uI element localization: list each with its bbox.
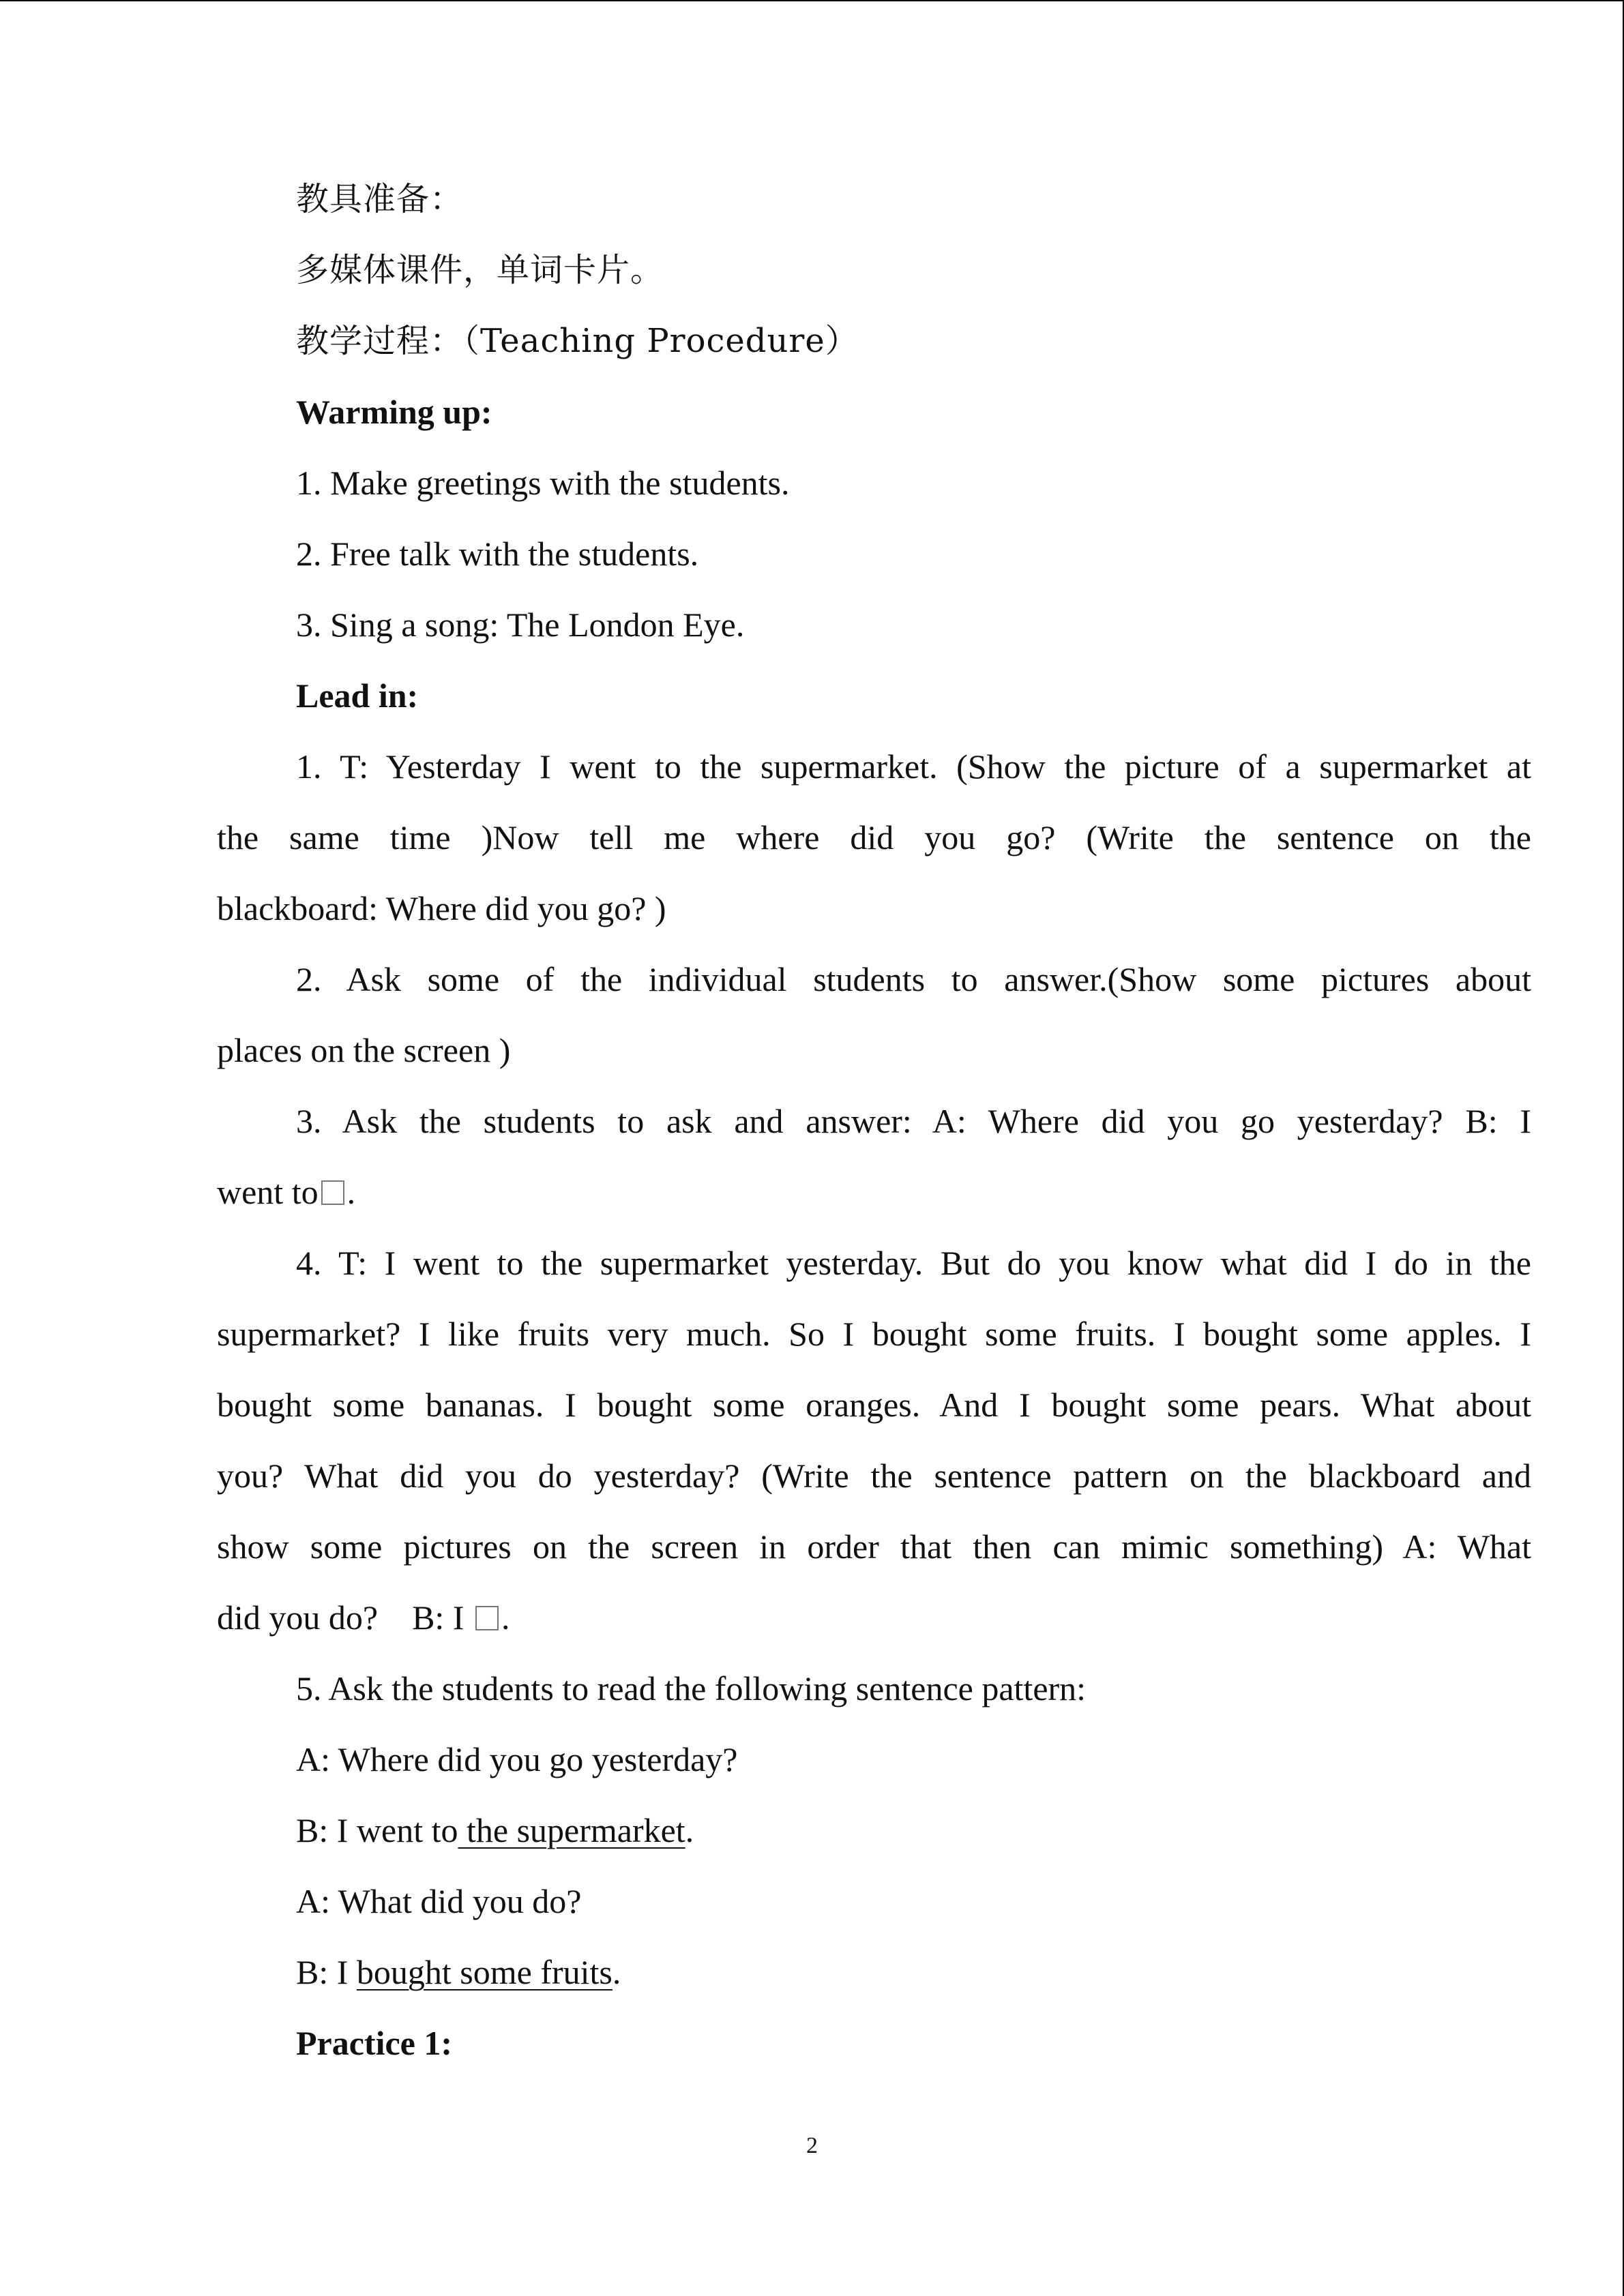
text-segment: . — [501, 1598, 510, 1637]
lead-in-step-2-line: 2. Ask some of the individual students to answer.(Show some pictures about — [296, 960, 1531, 998]
text-segment: did you do? B: I — [217, 1598, 473, 1637]
text-segment: went to — [217, 1173, 319, 1211]
dialog-line-a2: A: What did you do? — [296, 1882, 582, 1920]
lead-in-step-1-line: blackboard: Where did you go? ) — [217, 889, 666, 927]
teaching-aids-text: 多媒体课件，单词卡片。 — [296, 251, 664, 289]
lead-in-heading: Lead in: — [296, 676, 419, 715]
text-segment: . — [612, 1953, 621, 1991]
lead-in-step-1-line: the same time )Now tell me where did you go? (Write the sentence on the — [217, 818, 1531, 856]
underlined-answer: bought some fruits — [356, 1953, 612, 1991]
underlined-answer: the supermarket — [458, 1811, 685, 1849]
lead-in-step-5-intro: 5. Ask the students to read the following sentence pattern: — [296, 1669, 1087, 1708]
lead-in-step-4-line: 4. T: I went to the supermarket yesterday. But do you know what did I do in the — [296, 1244, 1531, 1282]
lead-in-step-2-line: places on the screen ) — [217, 1031, 511, 1069]
blank-box-icon — [475, 1606, 499, 1630]
lead-in-step-1-line: 1. T: Yesterday I went to the supermarket. (Show the picture of a supermarket at — [296, 747, 1531, 786]
dialog-line-b1 — [217, 1795, 1531, 1866]
lead-in-step-4-line: show some pictures on the screen in order that then can mimic something) A: What — [217, 1527, 1531, 1566]
lead-in-step-4-line: you? What did you do yesterday? (Write the sentence pattern on the blackboard and — [217, 1457, 1531, 1495]
lead-in-step-3-line — [217, 1157, 1531, 1227]
dialog-line-b2 — [217, 1937, 1531, 2008]
text-segment: . — [346, 1173, 356, 1211]
teaching-aids-heading: 教具准备： — [296, 180, 464, 218]
page-number: 2 — [806, 2133, 818, 2158]
lead-in-step-4-line — [217, 1582, 1531, 1653]
text-segment: B: I — [296, 1953, 357, 1991]
lead-in-step-4-line: supermarket? I like fruits very much. So I bought some fruits. I bought some apples. I — [217, 1315, 1531, 1353]
lead-in-step-3-line: 3. Ask the students to ask and answer: A: Where did you go yesterday? B: I — [296, 1102, 1531, 1140]
warming-up-item: 2. Free talk with the students. — [296, 535, 699, 573]
procedure-heading: 教学过程：（Teaching Procedure） — [296, 322, 859, 360]
text-segment: . — [685, 1811, 694, 1849]
document-body — [217, 164, 1531, 2078]
warming-up-item: 3. Sing a song: The London Eye. — [296, 606, 745, 644]
practice-1-heading: Practice 1: — [296, 2024, 453, 2062]
dialog-line-a1: A: Where did you go yesterday? — [296, 1740, 738, 1778]
text-segment: B: I went to — [296, 1811, 458, 1849]
warming-up-heading: Warming up: — [296, 393, 492, 431]
warming-up-item: 1. Make greetings with the students. — [296, 464, 790, 502]
blank-box-icon — [321, 1180, 344, 1205]
lead-in-step-4-line: bought some bananas. I bought some oranges. And I bought some pears. What about — [217, 1386, 1531, 1424]
